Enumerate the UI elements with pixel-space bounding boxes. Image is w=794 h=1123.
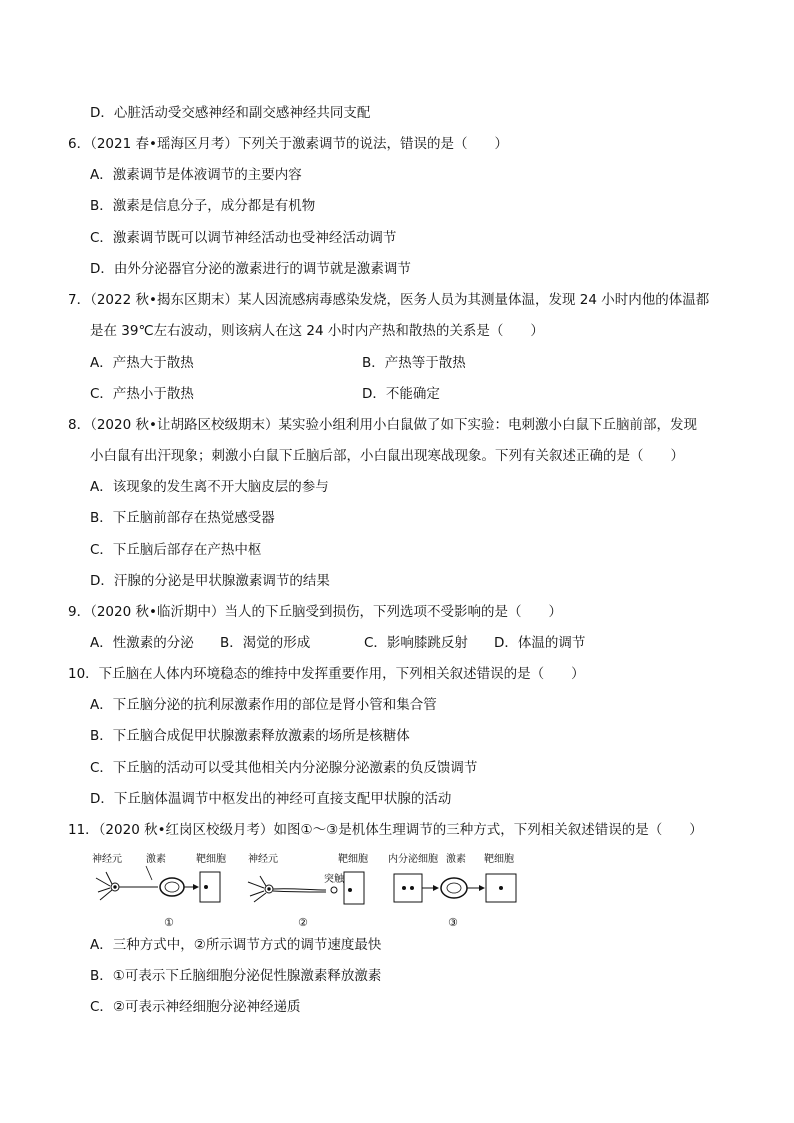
q8-option-b: B．下丘脑前部存在热觉感受器 <box>90 510 275 526</box>
panel3-target-label: 靶细胞 <box>484 854 514 865</box>
q9-option-c: C．影响膝跳反射 <box>364 635 468 651</box>
q8-stem-line2: 小白鼠有出汗现象；刺激小白鼠下丘脑后部，小白鼠出现寒战现象。下列有关叙述正确的是（ ） <box>90 448 684 464</box>
q6-option-b: B．激素是信息分子，成分都是有机物 <box>90 198 316 214</box>
q8-option-a: A．该现象的发生离不开大脑皮层的参与 <box>90 479 329 495</box>
panel3-endocrine-label: 内分泌细胞 <box>388 854 438 865</box>
panel3-number: ③ <box>448 916 458 929</box>
panel1-number: ① <box>164 916 174 929</box>
q9-option-d: D．体温的调节 <box>494 635 586 651</box>
panel3-hormone-label: 激素 <box>446 854 466 865</box>
q11-option-a: A．三种方式中，②所示调节方式的调节速度最快 <box>90 937 382 953</box>
panel2-target-label: 靶细胞 <box>338 854 368 865</box>
q11-stem: 11．（2020 秋•红岗区校级月考）如图①～③是机体生理调节的三种方式，下列相关叙述错误的是（ ） <box>68 822 703 838</box>
q6-stem: 6．（2021 春•瑶海区月考）下列关于激素调节的说法，错误的是（ ） <box>68 136 508 152</box>
q6-option-c: C．激素调节既可以调节神经活动也受神经活动调节 <box>90 230 397 246</box>
q7-option-b: B．产热等于散热 <box>362 355 466 371</box>
panel1-hormone-vesicle <box>160 878 184 896</box>
panel3-hormone-vesicle <box>441 878 467 898</box>
q11-option-b: B．①可表示下丘脑细胞分泌促性腺激素释放激素 <box>90 968 382 984</box>
q7-stem-line2: 是在 39℃左右波动，则该病人在这 24 小时内产热和散热的关系是（ ） <box>90 323 544 339</box>
panel2-neuron-drawing <box>248 876 326 902</box>
q9-stem: 9．（2020 秋•临沂期中）当人的下丘脑受到损伤，下列选项不受影响的是（ ） <box>68 604 562 620</box>
panel1-neuron-drawing <box>96 872 158 900</box>
panel1-target-cell <box>200 872 220 902</box>
q6-option-d: D．由外分泌器官分泌的激素进行的调节就是激素调节 <box>90 261 411 277</box>
panel1-hormone-label: 激素 <box>146 854 166 865</box>
q8-stem-line1: 8．（2020 秋•让胡路区校级期末）某实验小组利用小白鼠做了如下实验：电刺激小白鼠下丘脑前部，发现 <box>68 417 697 433</box>
figure-panel-1 <box>92 852 226 929</box>
q10-stem: 10．下丘脑在人体内环境稳态的维持中发挥重要作用，下列相关叙述错误的是（ ） <box>68 666 585 682</box>
panel2-synapse-label: 突触 <box>324 874 344 885</box>
q8-option-c: C．下丘脑后部存在产热中枢 <box>90 542 262 558</box>
q7-option-a: A．产热大于散热 <box>90 355 194 371</box>
q7-stem-line1: 7．（2022 秋•揭东区期末）某人因流感病毒感染发烧，医务人员为其测量体温，发现 24 小时内他的体温都 <box>68 292 710 308</box>
figure-panel-2 <box>248 852 368 929</box>
q11-regulation-figure <box>88 848 538 932</box>
panel2-target-cell <box>344 872 364 904</box>
q10-option-c: C．下丘脑的活动可以受其他相关内分泌腺分泌激素的负反馈调节 <box>90 760 478 776</box>
panel2-neuron-label: 神经元 <box>248 854 278 865</box>
q5-option-d: D．心脏活动受交感神经和副交感神经共同支配 <box>90 105 371 121</box>
q10-option-b: B．下丘脑合成促甲状腺激素释放激素的场所是核糖体 <box>90 728 410 744</box>
q10-option-d: D．下丘脑体温调节中枢发出的神经可直接支配甲状腺的活动 <box>90 791 452 807</box>
q9-option-a: A．性激素的分泌 <box>90 635 194 651</box>
q7-option-c: C．产热小于散热 <box>90 386 194 402</box>
panel3-endocrine-cell <box>394 874 422 902</box>
q10-option-a: A．下丘脑分泌的抗利尿激素作用的部位是肾小管和集合管 <box>90 697 437 713</box>
q8-option-d: D．汗腺的分泌是甲状腺激素调节的结果 <box>90 573 330 589</box>
q7-option-d: D．不能确定 <box>362 386 440 402</box>
panel2-synapse-terminal <box>331 887 337 893</box>
q9-option-b: B．渴觉的形成 <box>220 635 311 651</box>
panel2-number: ② <box>298 916 308 929</box>
panel1-target-label: 靶细胞 <box>196 854 226 865</box>
q6-option-a: A．激素调节是体液调节的主要内容 <box>90 167 302 183</box>
panel1-neuron-label: 神经元 <box>92 854 122 865</box>
q11-option-c: C．②可表示神经细胞分泌神经递质 <box>90 999 301 1015</box>
figure-panel-3 <box>388 852 516 929</box>
